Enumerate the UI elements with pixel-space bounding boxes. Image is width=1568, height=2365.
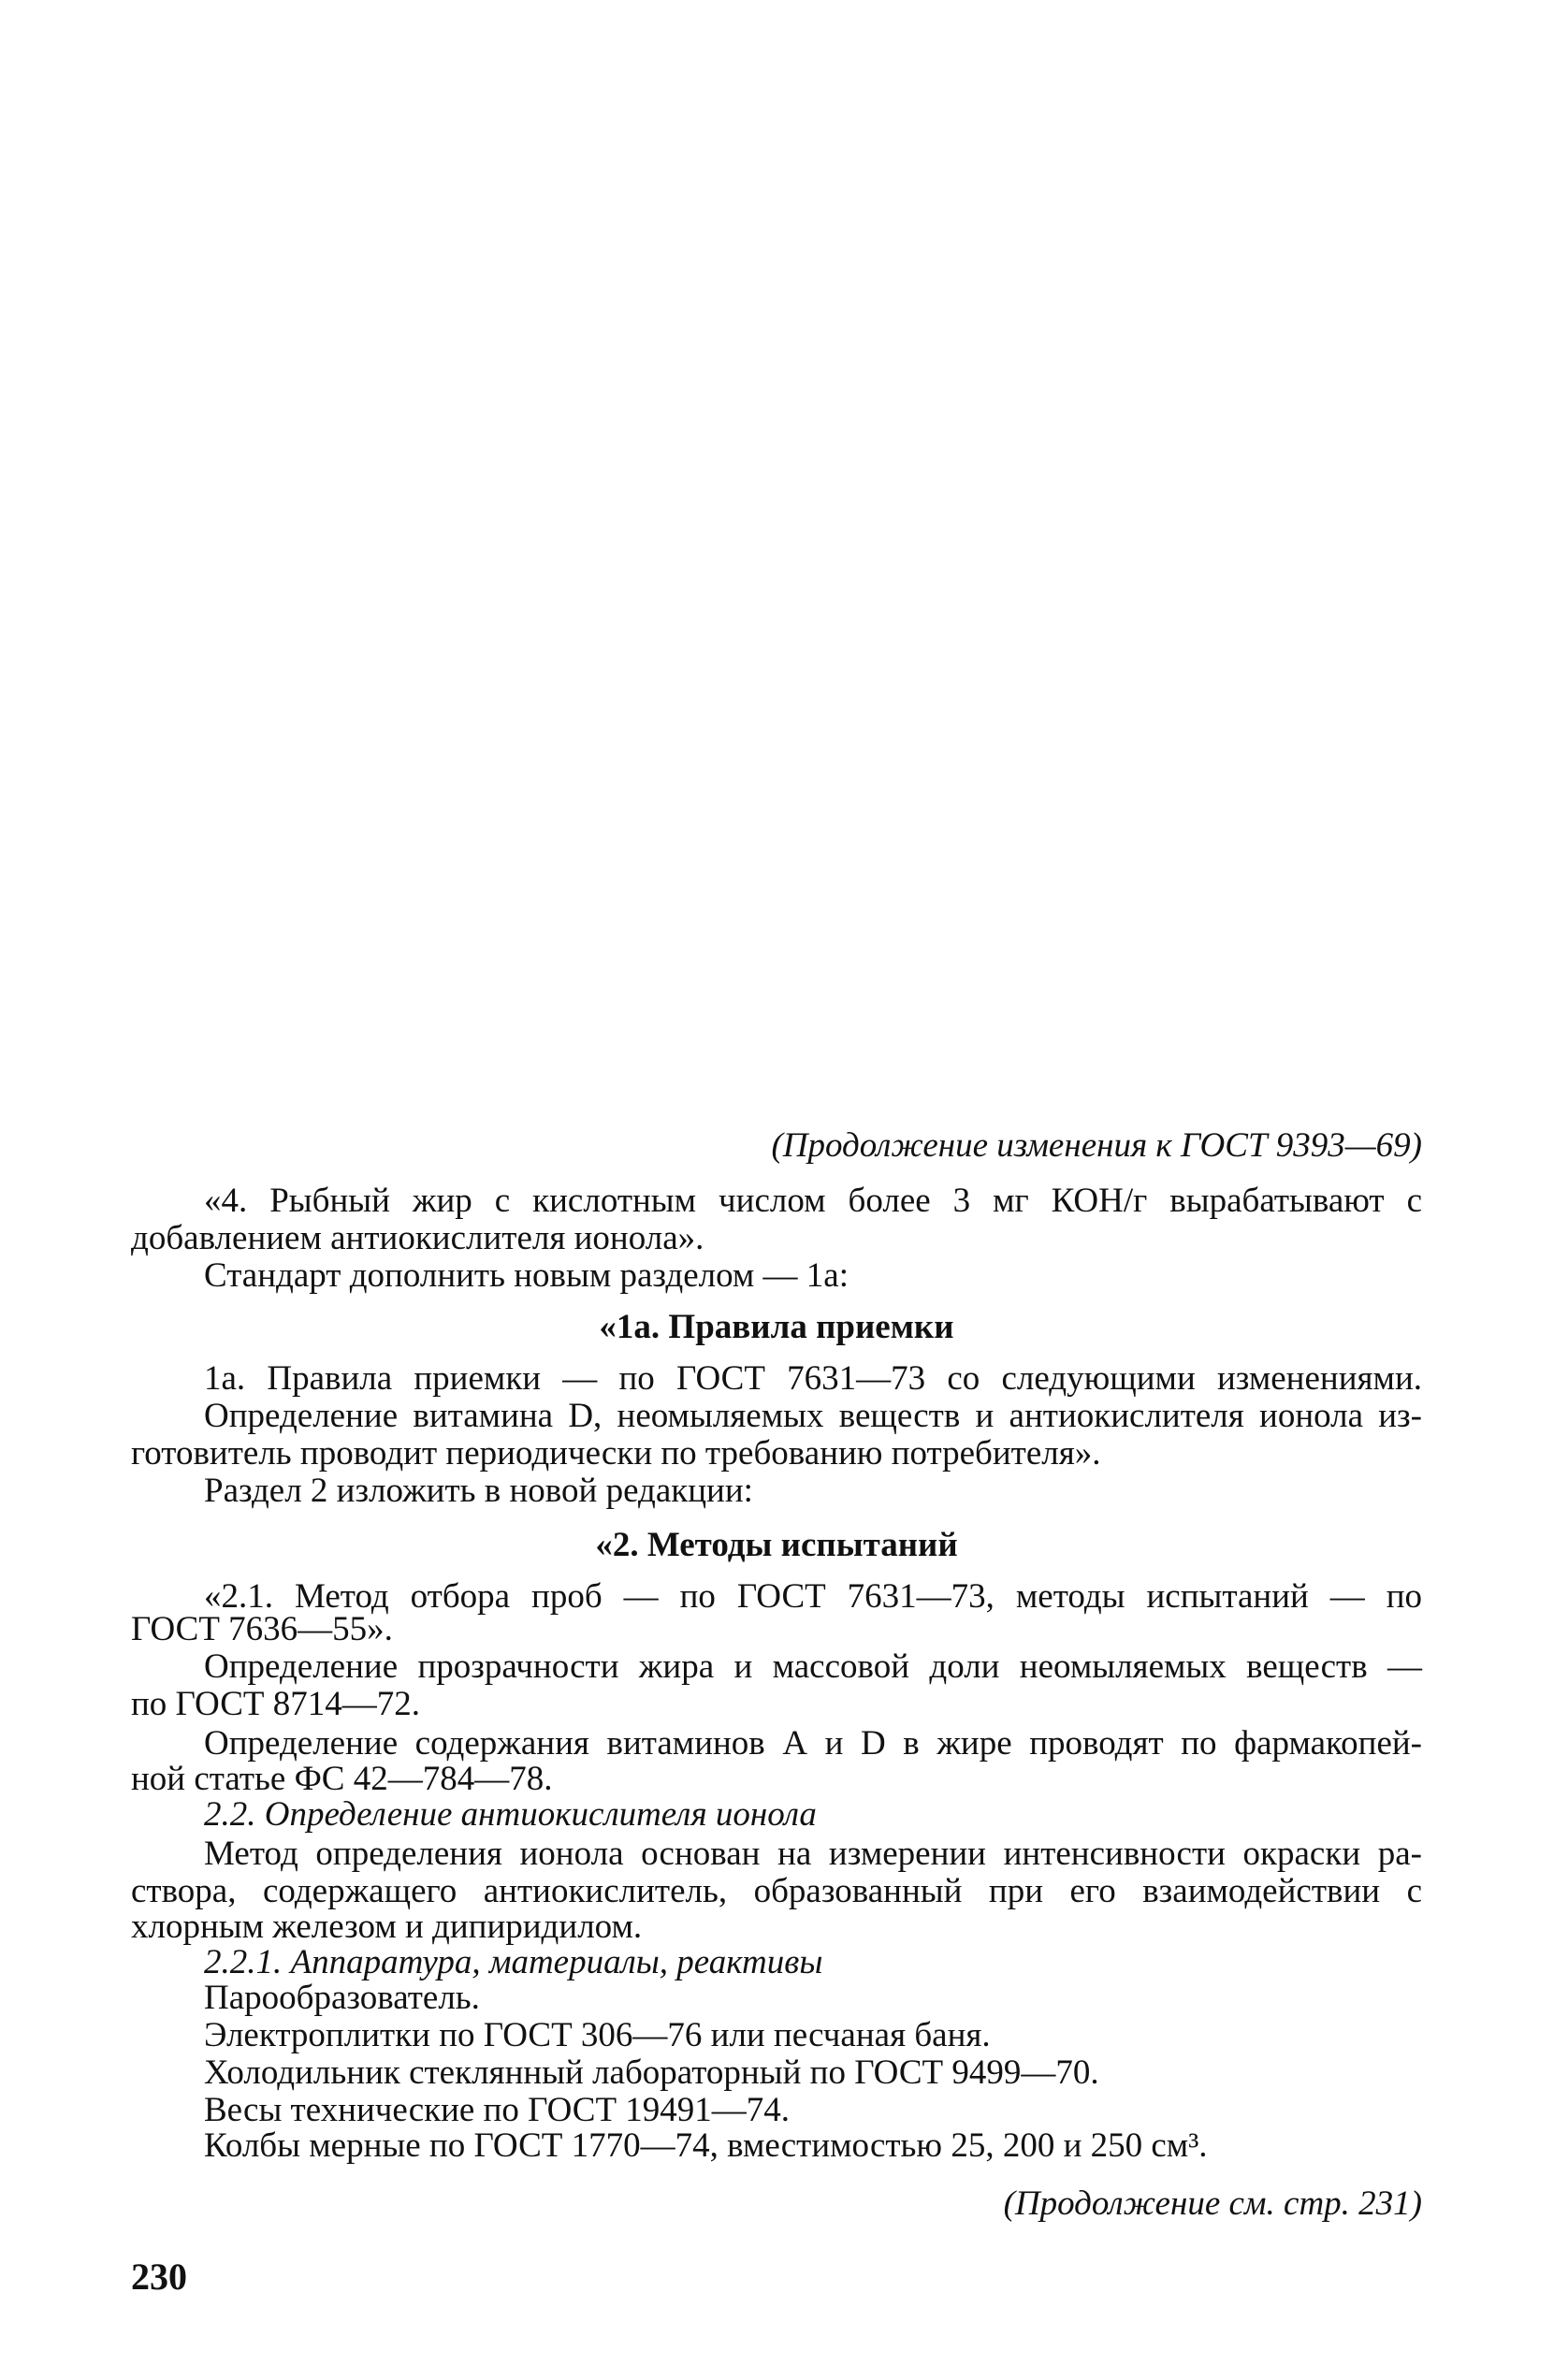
- section-heading: «2. Методы испытаний: [595, 1526, 958, 1564]
- list-item: Электроплитки по ГОСТ 306—76 или песчаная баня.: [204, 2016, 991, 2054]
- section-heading: «1а. Правила приемки: [599, 1308, 954, 1346]
- paragraph-line: Раздел 2 изложить в новой редакции:: [204, 1472, 753, 1510]
- paragraph-line: Метод определения ионола основан на измерении интенсивности окраски ра-: [204, 1835, 1422, 1873]
- list-item: Колбы мерные по ГОСТ 1770—74, вместимостью 25, 200 и 250 см³.: [204, 2126, 1208, 2165]
- paragraph-line: ГОСТ 7636—55».: [131, 1610, 393, 1648]
- page-number: 230: [131, 2256, 187, 2298]
- continuation-footer: (Продолжение см. стр. 231): [1003, 2184, 1422, 2223]
- paragraph-line: добавлением антиокислителя ионола».: [131, 1219, 704, 1257]
- subsection-title: 2.2.1. Аппаратура, материалы, реактивы: [204, 1943, 823, 1981]
- list-item: Парообразователь.: [204, 1979, 480, 2017]
- paragraph-line: створа, содержащего антиокислитель, образованный при его взаимодействии с: [131, 1872, 1422, 1910]
- paragraph-line: готовитель проводит периодически по требованию потребителя».: [131, 1434, 1101, 1473]
- subsection-title: 2.2. Определение антиокислителя ионола: [204, 1795, 817, 1834]
- paragraph-line: «2.1. Метод отбора проб — по ГОСТ 7631—73, методы испытаний — по: [204, 1577, 1422, 1616]
- paragraph-line: Определение витамина D, неомыляемых веществ и антиокислителя ионола из-: [204, 1397, 1422, 1435]
- paragraph-line: Определение содержания витаминов А и D в жире проводят по фармакопей-: [204, 1724, 1422, 1763]
- paragraph-line: Определение прозрачности жира и массовой доли неомыляемых веществ —: [204, 1647, 1422, 1686]
- paragraph-line: по ГОСТ 8714—72.: [131, 1685, 420, 1723]
- list-item: Холодильник стеклянный лабораторный по ГОСТ 9499—70.: [204, 2053, 1099, 2092]
- paragraph-line: «4. Рыбный жир с кислотным числом более 3 мг КОН/г вырабатывают с: [204, 1182, 1422, 1220]
- paragraph-line: хлорным железом и дипиридилом.: [131, 1908, 643, 1946]
- continuation-header: (Продолжение изменения к ГОСТ 9393—69): [771, 1126, 1422, 1165]
- paragraph-line: Стандарт дополнить новым разделом — 1а:: [204, 1256, 849, 1295]
- paragraph-line: 1а. Правила приемки — по ГОСТ 7631—73 со следующими изменениями.: [204, 1359, 1422, 1398]
- paragraph-line: ной статье ФС 42—784—78.: [131, 1760, 553, 1798]
- list-item: Весы технические по ГОСТ 19491—74.: [204, 2091, 791, 2129]
